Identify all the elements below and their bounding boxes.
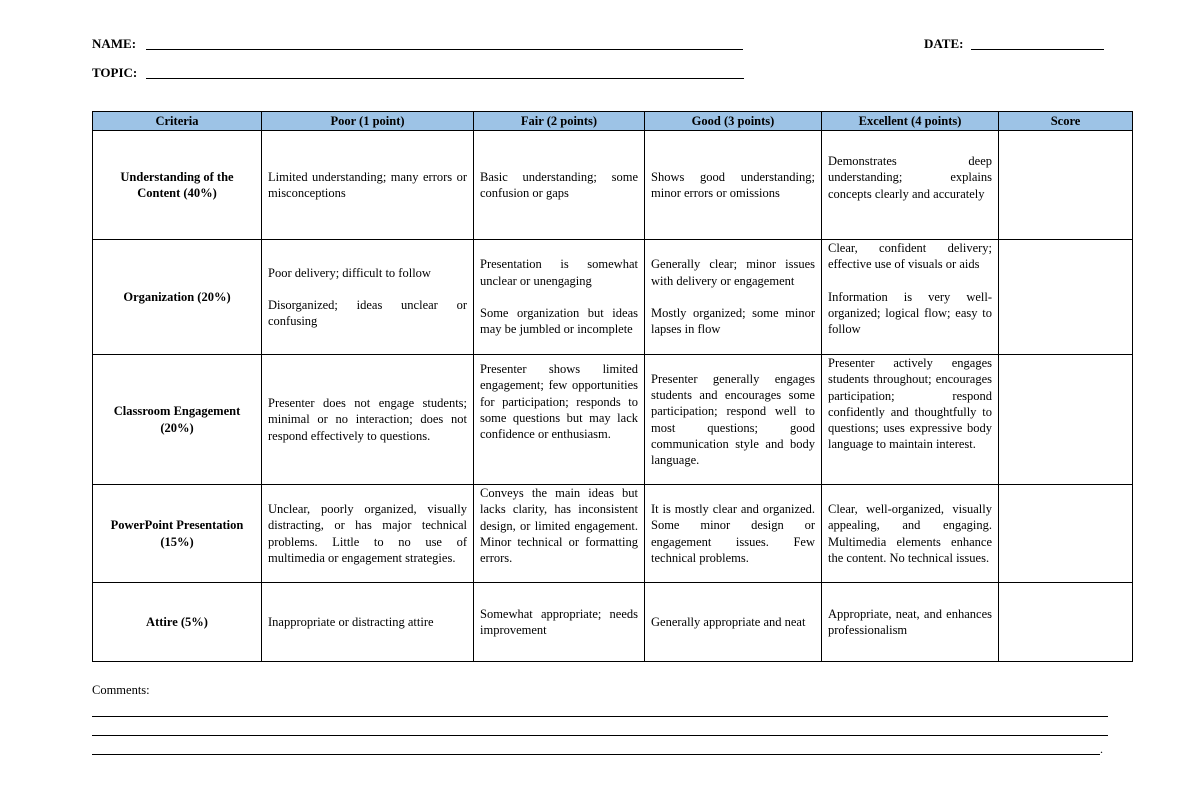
name-field-row [92,36,136,52]
poor-cell: Inappropriate or distracting attire [262,583,474,662]
header-good: Good (3 points) [645,112,822,131]
fair-cell: Presenter shows limited engagement; few opportunities for participation; responds to some questions but may lack confidence or enthusiasm. [474,355,645,485]
table-row [93,355,1133,485]
good-cell: Presenter generally engages students and encourages some participation; respond well to most questions; good communication style and body language. [645,355,822,485]
name-label: NAME: [92,36,137,51]
rubric-table [92,111,1133,662]
comments-label: Comments: [92,683,150,697]
fair-cell: Basic understanding; some confusion or gaps [474,131,645,240]
topic-field-line[interactable] [146,78,744,79]
date-field-line[interactable] [971,49,1104,50]
topic-label: TOPIC: [92,65,138,80]
good-cell: It is mostly clear and organized. Some minor design or engagement issues. Few technical problems. [645,485,822,583]
header-poor: Poor (1 point) [262,112,474,131]
header-fair: Fair (2 points) [474,112,645,131]
date-field-row [924,36,963,52]
date-label: DATE: [924,36,964,51]
poor-cell: Unclear, poorly organized, visually distracting, or has major technical problems. Little to no use of multimedia or engagement strategies. [262,485,474,583]
table-row [93,485,1133,583]
poor-cell: Poor delivery; difficult to follow Disorganized; ideas unclear or confusing [262,240,474,355]
score-cell[interactable] [999,355,1133,485]
criteria-cell: Classroom Engagement (20%) [93,355,262,485]
score-cell[interactable] [999,240,1133,355]
good-cell: Shows good understanding; minor errors or omissions [645,131,822,240]
name-field-line[interactable] [146,49,743,50]
header-score: Score [999,112,1133,131]
excellent-cell: Clear, confident delivery; effective use of visuals or aids Information is very well-organized; logical flow; easy to follow [822,240,999,355]
criteria-cell: Attire (5%) [93,583,262,662]
fair-cell: Conveys the main ideas but lacks clarity, has inconsistent design, or limited engagement. Minor technical or formatting errors. [474,485,645,583]
poor-cell: Presenter does not engage students; minimal or no interaction; does not respond effectively to questions. [262,355,474,485]
criteria-cell: Organization (20%) [93,240,262,355]
table-row [93,583,1133,662]
topic-field-row [92,65,137,81]
excellent-cell: Presenter actively engages students throughout; encourages participation; respond confidently and thoughtfully to questions; uses expressive body language to maintain interest. [822,355,999,485]
table-row [93,131,1133,240]
table-row [93,240,1133,355]
criteria-cell: Understanding of the Content (40%) [93,131,262,240]
header-criteria: Criteria [93,112,262,131]
header-row [93,112,1133,131]
excellent-cell: Clear, well-organized, visually appealing, and engaging. Multimedia elements enhance the content. No technical issues. [822,485,999,583]
criteria-cell: PowerPoint Presentation (15%) [93,485,262,583]
score-cell[interactable] [999,131,1133,240]
comment-line[interactable] [92,716,1108,717]
fair-cell: Somewhat appropriate; needs improvement [474,583,645,662]
good-cell: Generally appropriate and neat [645,583,822,662]
score-cell[interactable] [999,485,1133,583]
good-cell: Generally clear; minor issues with delivery or engagement Mostly organized; some minor lapses in flow [645,240,822,355]
header-excellent: Excellent (4 points) [822,112,999,131]
comment-line[interactable] [92,735,1108,736]
fair-cell: Presentation is somewhat unclear or unengaging Some organization but ideas may be jumbled or incomplete [474,240,645,355]
excellent-cell: Appropriate, neat, and enhances professionalism [822,583,999,662]
score-cell[interactable] [999,583,1133,662]
excellent-cell: Demonstrates deep understanding; explains concepts clearly and accurately [822,131,999,240]
comment-line[interactable] [92,754,1100,755]
comment-end-mark: . [1100,742,1103,756]
poor-cell: Limited understanding; many errors or misconceptions [262,131,474,240]
